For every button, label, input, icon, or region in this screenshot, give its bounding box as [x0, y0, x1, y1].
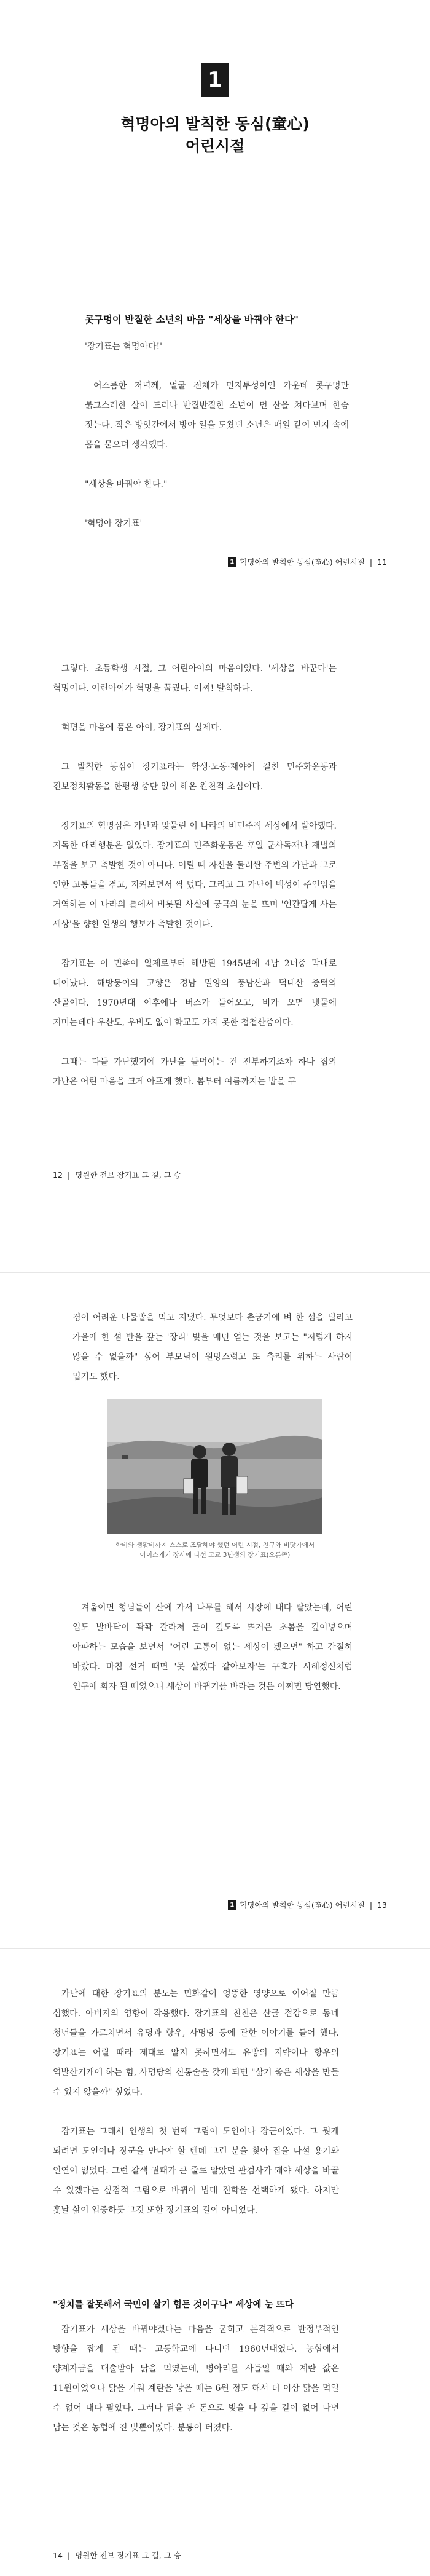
paragraph: 어스름한 저녁께, 얼굴 전체가 먼지투성이인 가운데 콧구멍만 붉그스레한 살이 드러나 반질반질한 소년이 먼 산을 쳐다보며 한숨 짓는다. 작은 방앗간에서 방아 일을 도왔던 소년은 매일 같이 먼지 속에 몸을 묻으며 생각했다.	[85, 381, 349, 450]
page-number: 13	[377, 1900, 387, 1910]
page-number: 12	[53, 1170, 63, 1180]
page-12-body	[53, 659, 337, 1092]
paragraph: 그렇다. 초등학생 시절, 그 어린아이의 마음이었다. '세상을 바꾼다'는 혁명이다. 어린아이가 혁명을 꿈꿨다. 어찌! 발칙하다.	[53, 664, 337, 693]
paragraph: 겨울이면 형님들이 산에 가서 나무를 해서 시장에 내다 팔았는데, 어린 입도 발바닥이 꽉꽉 갈라져 골이 깊도록 뜨거운 초봄을 깊이넣으며 아파하는 모습을 보면서 "어린 고통이 없는 세상이 됐으면" 하고 간절히 바랐다. 마침 선거 때면 '못 살겠다 갈아보자'는 구호가 시해정신처럼 인구에 회자 된 때였으니 세상이 바뀌기를 바라는 것은 어쩌면 당연했다.	[72, 1603, 353, 1692]
page-14-footer	[53, 2550, 181, 2561]
paragraph: 그때는 다들 가난했기에 가난을 들먹이는 건 진부하기조차 하나 집의 가난은 어린 마음을 크게 아프게 했다. 봄부터 여름까지는 밥을 구	[53, 1057, 337, 1087]
paragraph: "세상을 바꿔야 한다."	[85, 479, 168, 489]
page-11-footer	[228, 556, 387, 567]
running-title: 혁명아의 발칙한 동심(童心) 어린시절	[240, 1900, 365, 1910]
photo-figure	[0, 1399, 430, 1560]
paragraph: '장기표는 혁명아다!'	[85, 342, 162, 352]
footer-separator: |	[369, 1900, 373, 1910]
paragraph: 장기표는 그래서 인생의 첫 번째 그림이 도인이나 장군이었다. 그 뭣게 되려면 도인이나 장군을 만나야 할 텐데 그런 분을 찾아 집을 나설 용기와 인연이 없었다. 그런 갈색 권패가 큰 줄로 알았던 관검사가 돼야 세상을 바꿀 수 있겠다는 싶점적 그림으로 바뀌어 법대 진학을 선택하게 됐다. 하지만 훗날 삶이 입증하듯 그것 또한 장기표의 길이 아니었다.	[53, 2127, 339, 2215]
page-number: 14	[53, 2550, 63, 2560]
page-14	[0, 1967, 430, 2576]
chapter-number-badge: 1	[201, 63, 229, 97]
page-11	[0, 0, 430, 615]
page-number: 11	[377, 557, 387, 567]
chapter-mark-icon: 1	[228, 557, 236, 567]
section-heading: 콧구멍이 반질한 소년의 마음 "세상을 바꿔야 한다"	[85, 314, 299, 325]
running-title: 명원한 전보 장기표 그 길, 그 승	[75, 2551, 181, 2560]
paragraph: 경이 어려운 나물밥을 먹고 지냈다. 무엇보다 춘궁기에 벼 한 섬을 빌리고 가을에 한 섬 반을 갚는 '장리' 빚을 매년 얻는 것을 보고는 "저렇게 하지 않을 수 없을까" 싶어 부모님이 원망스럽고 또 측리를 위하는 사람이 밉기도 했다.	[72, 1313, 353, 1382]
footer-separator: |	[67, 1170, 71, 1180]
photo-caption-line1: 학비와 생활비까지 스스로 조달해야 했던 어린 시절, 친구와 비닷가에서	[115, 1542, 315, 1549]
chapter-title-line2: 어린시절	[185, 137, 245, 155]
chapter-title-line1: 혁명아의 발칙한 동심(童心)	[120, 115, 310, 133]
section-heading: "정치를 잘못해서 국민이 살기 힘든 것이구나" 세상에 눈 뜨다	[53, 2300, 294, 2310]
paragraph: 장기표는 이 민족이 일제로부터 해방된 1945년에 4남 2녀중 막내로 태어났다. 해방둥이의 고향은 경남 밀양의 풍남산과 덕대산 중턱의 산골이다. 1970년대 이후에나 버스가 들어오고, 비가 오면 냇물에 지미는데다 우산도, 우비도 없이 학교도 가지 못한 첩첩산중이다.	[53, 959, 337, 1028]
chapter-mark-icon: 1	[228, 1900, 236, 1910]
photo-caption	[0, 1540, 430, 1560]
page-11-body	[85, 337, 349, 534]
page-13-body-top	[72, 1308, 353, 1387]
footer-separator: |	[369, 557, 373, 567]
paragraph: 장기표의 혁명심은 가난과 맞물린 이 나라의 비민주적 세상에서 발아했다. 지독한 대리행분은 없었다. 장기표의 민주화운동은 후일 군사독재나 재벌의 부정을 보고 촉발한 것이 아니다. 어릴 때 자신을 둘러싼 주변의 가난과 그로 인한 고통들을 겪고, 지켜보면서 싹 텄다. 그리고 그 가난이 백성이 주인임을 거역하는 이 나라의 틀에서 비롯된 사실에 궁극의 눈을 뜨며 '인간답게 사는 세상'을 향한 일생의 행보가 촉발한 것이다.	[53, 821, 337, 929]
paragraph: 장기표가 세상을 바꿔야겠다는 마음을 굳히고 본격적으로 반정부적인 방향을 잡게 된 때는 고등학교에 다니던 1960년대였다. 농협에서 양계자금을 대출받아 닭을 먹였는데, 병아리를 사들일 때와 계란 값은 11원이었으나 닭을 키워 계란을 낳을 때는 6원 정도 해서 더 이상 닭을 먹일 수 없어 내다 팔았다. 그러나 닭을 판 돈으로 빚을 다 갚을 길이 없어 나면 남는 것은 농협에 진 빚뿐이었다. 분통이 터졌다.	[53, 2325, 339, 2433]
photo-caption-line2: 아이스케키 장사에 나선 고교 3년생의 장기표(오른쪽)	[139, 1551, 291, 1559]
paragraph: '혁명아 장기표'	[85, 519, 143, 529]
paragraph: 혁명을 마음에 품은 아이, 장기표의 실제다.	[61, 723, 222, 733]
photo-two-boys-at-seaside	[108, 1399, 322, 1534]
footer-separator: |	[67, 2550, 71, 2560]
page-13-body-bottom	[72, 1598, 353, 1696]
paragraph: 가난에 대한 장기표의 분노는 민화같이 엉뚱한 영양으로 이어질 만큼 심했다. 아버지의 영향이 작용했다. 장기표의 친친은 산골 접강으로 동네 청년들을 가르치면서 유명과 항우, 사명당 등에 관한 이야기를 들어 했다. 장기표는 어릴 때라 제대로 알지 못하면서도 유방의 지략이나 항우의 역발산기개에 하는 힘, 사명당의 신통술을 갖게 되면 "삶기 좋은 세상을 만들 수 있지 않을까" 싶었다.	[53, 1989, 339, 2097]
page-12-footer	[53, 1169, 181, 1180]
page-13-footer	[228, 1899, 387, 1910]
chapter-title	[0, 113, 430, 157]
photo-image	[108, 1399, 322, 1534]
running-title: 혁명아의 발칙한 동심(童心) 어린시절	[240, 557, 365, 567]
paragraph: 그 발칙한 동심이 장기표라는 학생·노동·재야에 걸친 민주화운동과 진보정치활동을 한평생 중단 없이 해온 원천적 초심이다.	[53, 762, 337, 792]
page-divider	[0, 1272, 430, 1273]
page-14-body-top	[53, 1984, 339, 2220]
page-13	[0, 1291, 430, 1930]
page-14-body-bottom	[53, 2320, 339, 2438]
page-12	[0, 639, 430, 1254]
running-title: 명원한 전보 장기표 그 길, 그 승	[75, 1170, 181, 1180]
page-divider	[0, 1948, 430, 1949]
